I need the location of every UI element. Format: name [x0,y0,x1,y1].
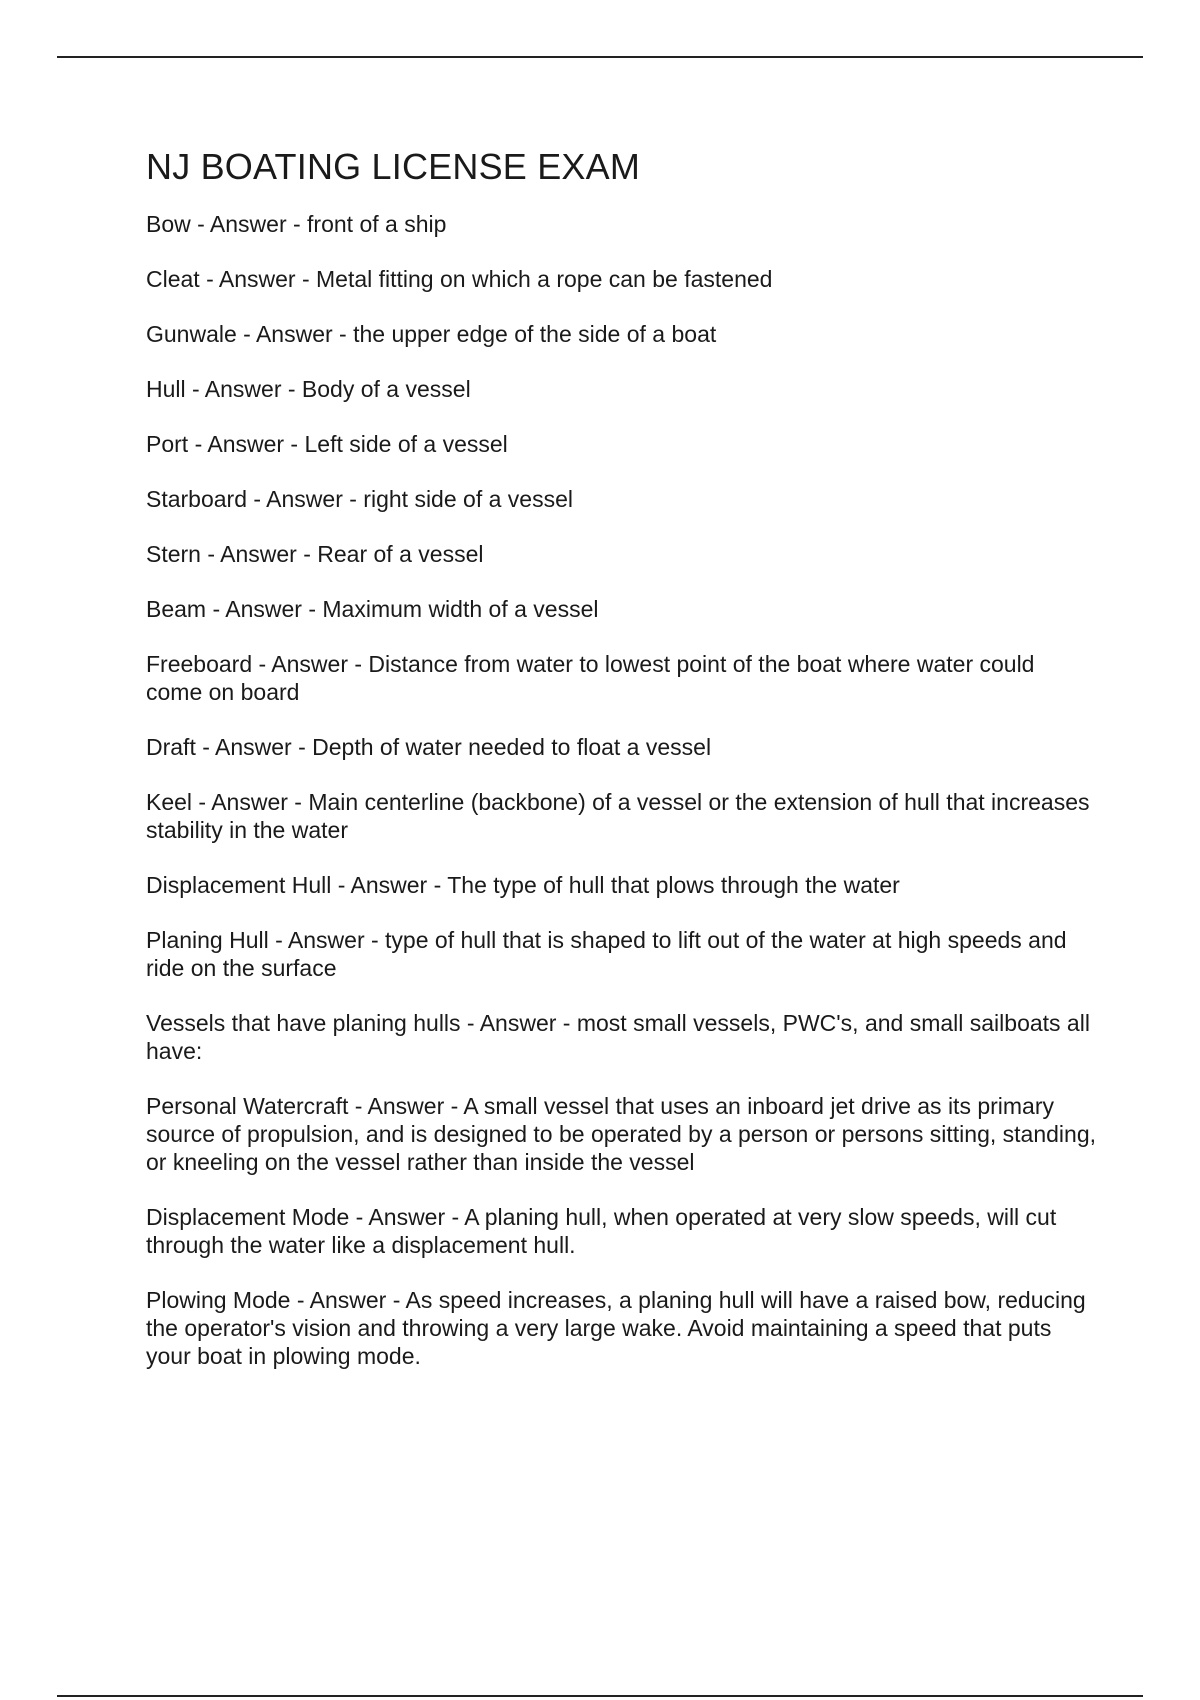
qa-entry: Keel - Answer - Main centerline (backbone) of a vessel or the extension of hull that increases stability in the water [146,789,1090,843]
qa-entry: Plowing Mode - Answer - As speed increases, a planing hull will have a raised bow, reducing the operator's vision and throwing a very large wake. Avoid maintaining a speed that puts your boat in plowing mode. [146,1287,1086,1369]
qa-entry: Planing Hull - Answer - type of hull that is shaped to lift out of the water at high speeds and ride on the surface [146,927,1067,981]
qa-entry: Beam - Answer - Maximum width of a vessel [146,596,599,622]
qa-entry: Vessels that have planing hulls - Answer - most small vessels, PWC's, and small sailboats all have: [146,1010,1090,1064]
qa-entry: Gunwale - Answer - the upper edge of the side of a boat [146,321,717,347]
qa-entry: Stern - Answer - Rear of a vessel [146,541,484,567]
qa-entry: Bow - Answer - front of a ship [146,211,447,237]
qa-entry: Freeboard - Answer - Distance from water to lowest point of the boat where water could come on board [146,651,1035,705]
page-title: NJ BOATING LICENSE EXAM [146,146,641,187]
qa-entry: Displacement Mode - Answer - A planing hull, when operated at very slow speeds, will cut through the water like a displacement hull. [146,1204,1057,1258]
qa-entry: Port - Answer - Left side of a vessel [146,431,508,457]
qa-entry: Draft - Answer - Depth of water needed to float a vessel [146,734,712,760]
document-body [146,146,1096,1397]
header-divider [57,56,1143,58]
footer-divider [57,1695,1143,1697]
qa-entry: Displacement Hull - Answer - The type of hull that plows through the water [146,872,900,898]
qa-entry: Hull - Answer - Body of a vessel [146,376,471,402]
qa-entry: Personal Watercraft - Answer - A small vessel that uses an inboard jet drive as its primary source of propulsion, and is designed to be operated by a person or persons sitting, standing, or kneeling on the vessel rather than inside the vessel [146,1093,1096,1175]
qa-entry: Cleat - Answer - Metal fitting on which a rope can be fastened [146,266,773,292]
qa-entry: Starboard - Answer - right side of a vessel [146,486,573,512]
